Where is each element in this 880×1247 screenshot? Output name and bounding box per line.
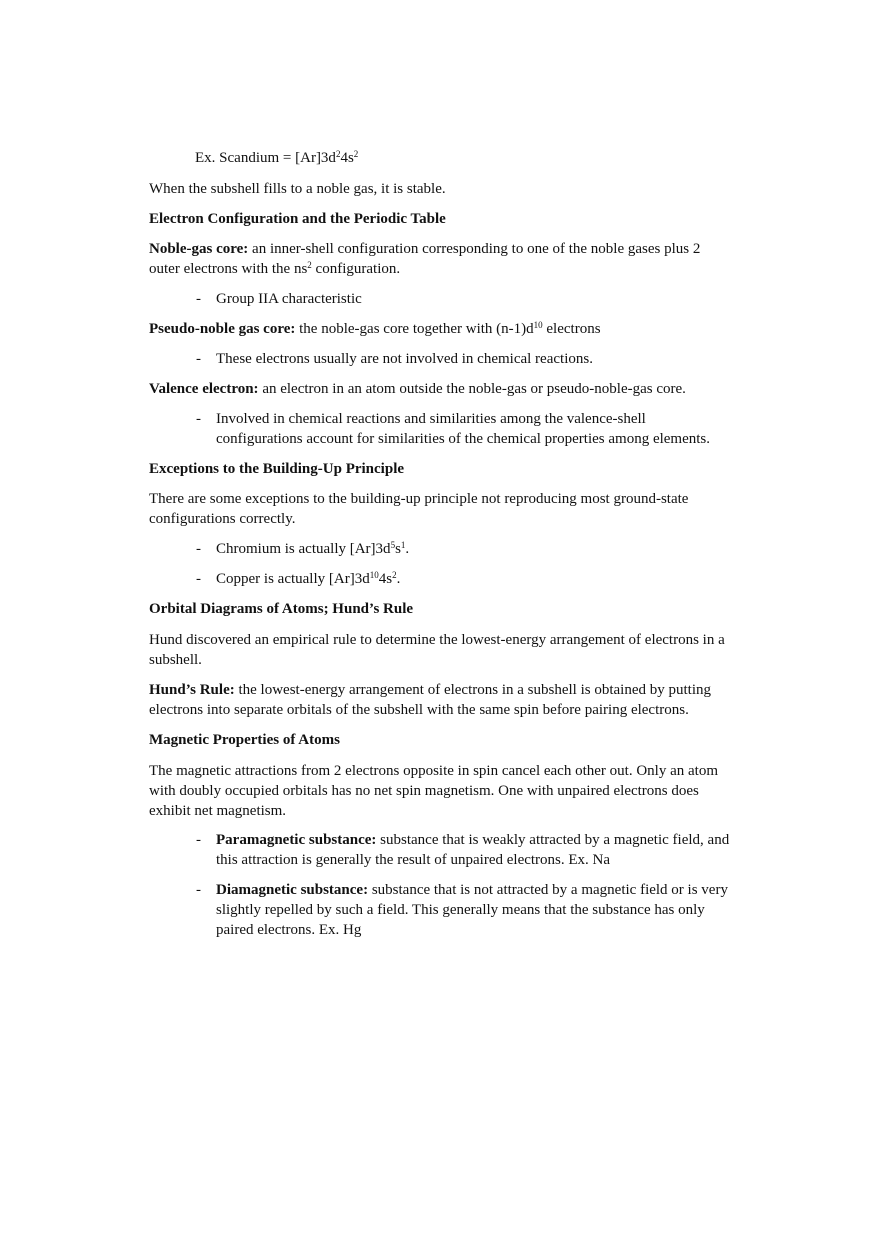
- bold-term: Electron Configuration and the Periodic Table: [149, 211, 446, 227]
- text-segment: the noble-gas core together with (n-1)d: [295, 321, 534, 337]
- bold-term: Paramagnetic substance:: [216, 832, 377, 848]
- bold-term: Hund’s Rule:: [149, 682, 235, 698]
- text-segment: Hund discovered an empirical rule to determine the lowest-energy arrangement of electrons in a: [149, 632, 725, 648]
- superscript: 2: [335, 149, 341, 159]
- text-segment: Ex. Scandium = [Ar]3d: [195, 150, 336, 166]
- text-segment: configuration.: [311, 261, 401, 277]
- bold-term: Orbital Diagrams of Atoms; Hund’s Rule: [149, 601, 414, 617]
- text-line: [196, 831, 730, 849]
- bold-term: Pseudo-noble gas core:: [149, 321, 296, 337]
- text-segment: slightly repelled by such a field. This generally means that the substance has only: [216, 902, 705, 918]
- text-line: [149, 651, 202, 669]
- text-segment: Chromium is actually [Ar]3d: [216, 541, 391, 557]
- text-segment: with doubly occupied orbitals has no net spin magnetism. One with unpaired electrons does: [149, 783, 699, 799]
- text-line: [149, 490, 688, 508]
- text-segment: These electrons usually are not involved in chemical reactions.: [216, 351, 593, 367]
- text-line: [149, 320, 601, 338]
- text-line: [149, 681, 711, 699]
- text-segment: electrons into separate orbitals of the subshell with the same spin before pairing electrons.: [149, 702, 689, 718]
- bold-term: Magnetic Properties of Atoms: [149, 732, 340, 748]
- bold-term: Exceptions to the Building-Up Principle: [149, 461, 405, 477]
- text-line: [196, 540, 410, 558]
- text-segment: this attraction is generally the result of unpaired electrons. Ex. Na: [216, 852, 611, 868]
- text-segment: configurations correctly.: [149, 511, 296, 527]
- text-line: [149, 782, 699, 800]
- text-segment: outer electrons with the ns: [149, 261, 308, 277]
- text-line: [216, 851, 610, 869]
- text-line: [196, 570, 401, 588]
- text-segment: electrons: [542, 321, 601, 337]
- text-segment: s: [395, 541, 401, 557]
- text-segment: Copper is actually [Ar]3d: [216, 571, 370, 587]
- superscript: 5: [390, 540, 396, 550]
- list-dash: -: [196, 832, 201, 848]
- bold-term: Diamagnetic substance:: [216, 882, 369, 898]
- text-segment: substance that is not attracted by a magnetic field or is very: [368, 882, 728, 898]
- text-segment: 4s: [378, 571, 393, 587]
- text-line: [149, 701, 689, 719]
- text-segment: configurations account for similarities of the chemical properties among elements.: [216, 431, 711, 447]
- superscript: 10: [369, 570, 379, 580]
- text-line: [149, 260, 400, 278]
- text-line: [216, 901, 705, 919]
- text-segment: the lowest-energy arrangement of electrons in a subshell is obtained by putting: [234, 682, 711, 698]
- text-line: [149, 802, 286, 820]
- text-line: [149, 510, 295, 528]
- list-dash: -: [196, 411, 201, 427]
- text-segment: There are some exceptions to the building-up principle not reproducing most ground-state: [149, 491, 689, 507]
- text-segment: The magnetic attractions from 2 electrons opposite in spin cancel each other out. Only an atom: [149, 763, 718, 779]
- text-line: [196, 410, 646, 428]
- text-line: [149, 460, 404, 478]
- text-segment: exhibit net magnetism.: [149, 803, 287, 819]
- text-line: [149, 762, 718, 780]
- text-line: [149, 210, 446, 228]
- text-line: [149, 631, 725, 649]
- text-segment: 4s: [340, 150, 354, 166]
- text-segment: subshell.: [149, 652, 202, 668]
- superscript: 1: [400, 540, 406, 550]
- text-segment: .: [396, 571, 401, 587]
- text-segment: an electron in an atom outside the noble-gas or pseudo-noble-gas core.: [258, 381, 686, 397]
- list-dash: -: [196, 882, 201, 898]
- text-line: [196, 881, 728, 899]
- list-dash: -: [196, 351, 201, 367]
- text-line: [196, 350, 593, 368]
- superscript: 10: [533, 320, 543, 330]
- bold-term: Valence electron:: [149, 381, 259, 397]
- text-line: [195, 149, 358, 167]
- superscript: 2: [392, 570, 397, 580]
- bold-term: Noble-gas core:: [149, 241, 249, 257]
- text-line: [149, 240, 700, 258]
- list-dash: -: [196, 571, 201, 587]
- list-dash: -: [196, 291, 201, 307]
- text-line: [149, 600, 413, 618]
- text-segment: Group IIA characteristic: [216, 291, 362, 307]
- list-dash: -: [196, 541, 201, 557]
- text-segment: .: [405, 541, 410, 557]
- text-line: [196, 290, 362, 308]
- text-segment: Involved in chemical reactions and similarities among the valence-shell: [216, 411, 646, 427]
- text-line: [149, 731, 340, 749]
- text-line: [216, 921, 361, 939]
- text-line: [149, 380, 686, 398]
- text-line: [216, 430, 710, 448]
- text-segment: When the subshell fills to a noble gas, it is stable.: [149, 181, 446, 197]
- text-segment: an inner-shell configuration corresponding to one of the noble gases plus 2: [248, 241, 701, 257]
- text-segment: substance that is weakly attracted by a magnetic field, and: [376, 832, 730, 848]
- text-segment: paired electrons. Ex. Hg: [216, 922, 362, 938]
- superscript: 2: [307, 260, 312, 270]
- superscript: 2: [353, 149, 359, 159]
- text-line: [149, 180, 446, 198]
